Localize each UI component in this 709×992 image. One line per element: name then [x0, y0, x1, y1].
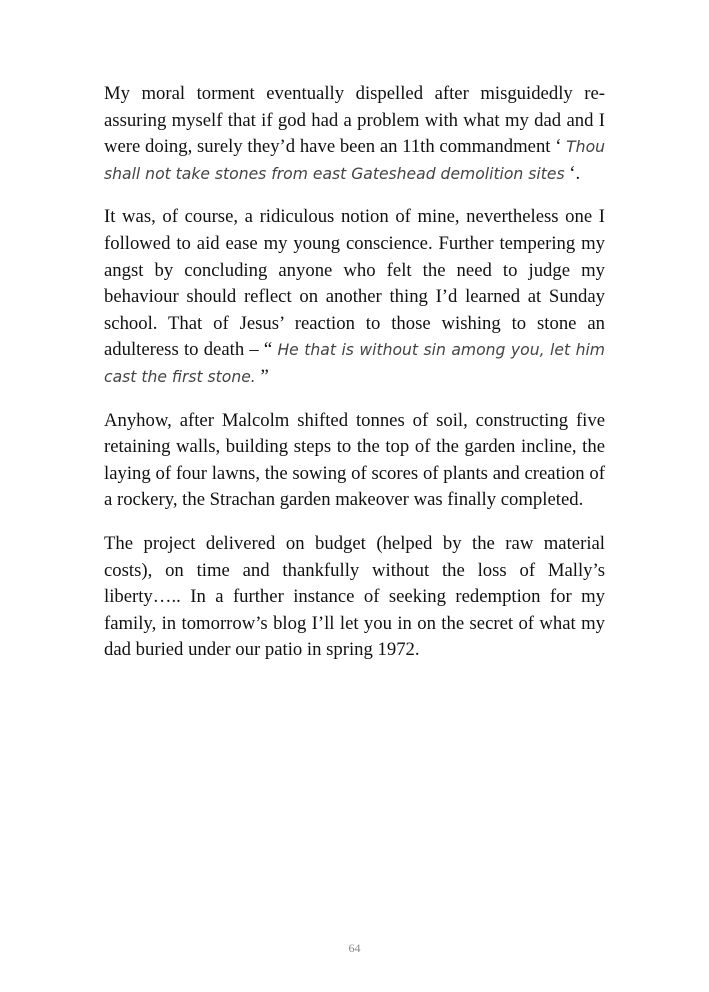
paragraph-ridiculous-notion [104, 204, 605, 390]
paragraph-text: My moral torment eventually dispelled after misguidedly re-assuring myself that if god had a problem with what my dad and I were doing, surely they’d have been an 11th commandment ‘ [104, 83, 605, 158]
italic-quote-commandment: Thou shall not take stones from east Gateshead demolition sites [104, 138, 605, 183]
paragraph-text: ” [255, 365, 269, 387]
page-number: 64 [348, 941, 361, 955]
paragraph-project-delivered: The project delivered on budget (helped by the raw material costs), on time and thankfully without the loss of Mally’s liberty….. In a further instance of seeking redemption for my family, in tomorrow’s blog I’ll let you in on the secret of what my dad buried under our patio in spring 1972. [104, 532, 605, 661]
paragraph-garden-makeover: Anyhow, after Malcolm shifted tonnes of soil, constructing five retaining walls, building steps to the top of the garden incline, the laying of four lawns, the sowing of scores of plants and creation of a rockery, the Strachan garden makeover was finally completed. [104, 409, 605, 511]
paragraph-text: It was, of course, a ridiculous notion of mine, nevertheless one I followed to aid ease my young conscience. Further tempering my angst by concluding anyone who felt the need to judge my behaviour should reflect on another thing I’d learned at Sunday school. That of Jesus’ reaction to those wishing to stone an adulteress to death – “ [104, 206, 605, 361]
italic-quote-first-stone: He that is without sin among you, let him cast the first stone. [104, 341, 605, 386]
paragraph-text: ‘. [564, 162, 581, 184]
body-text [104, 81, 605, 681]
paragraph-moral-torment [104, 81, 605, 187]
